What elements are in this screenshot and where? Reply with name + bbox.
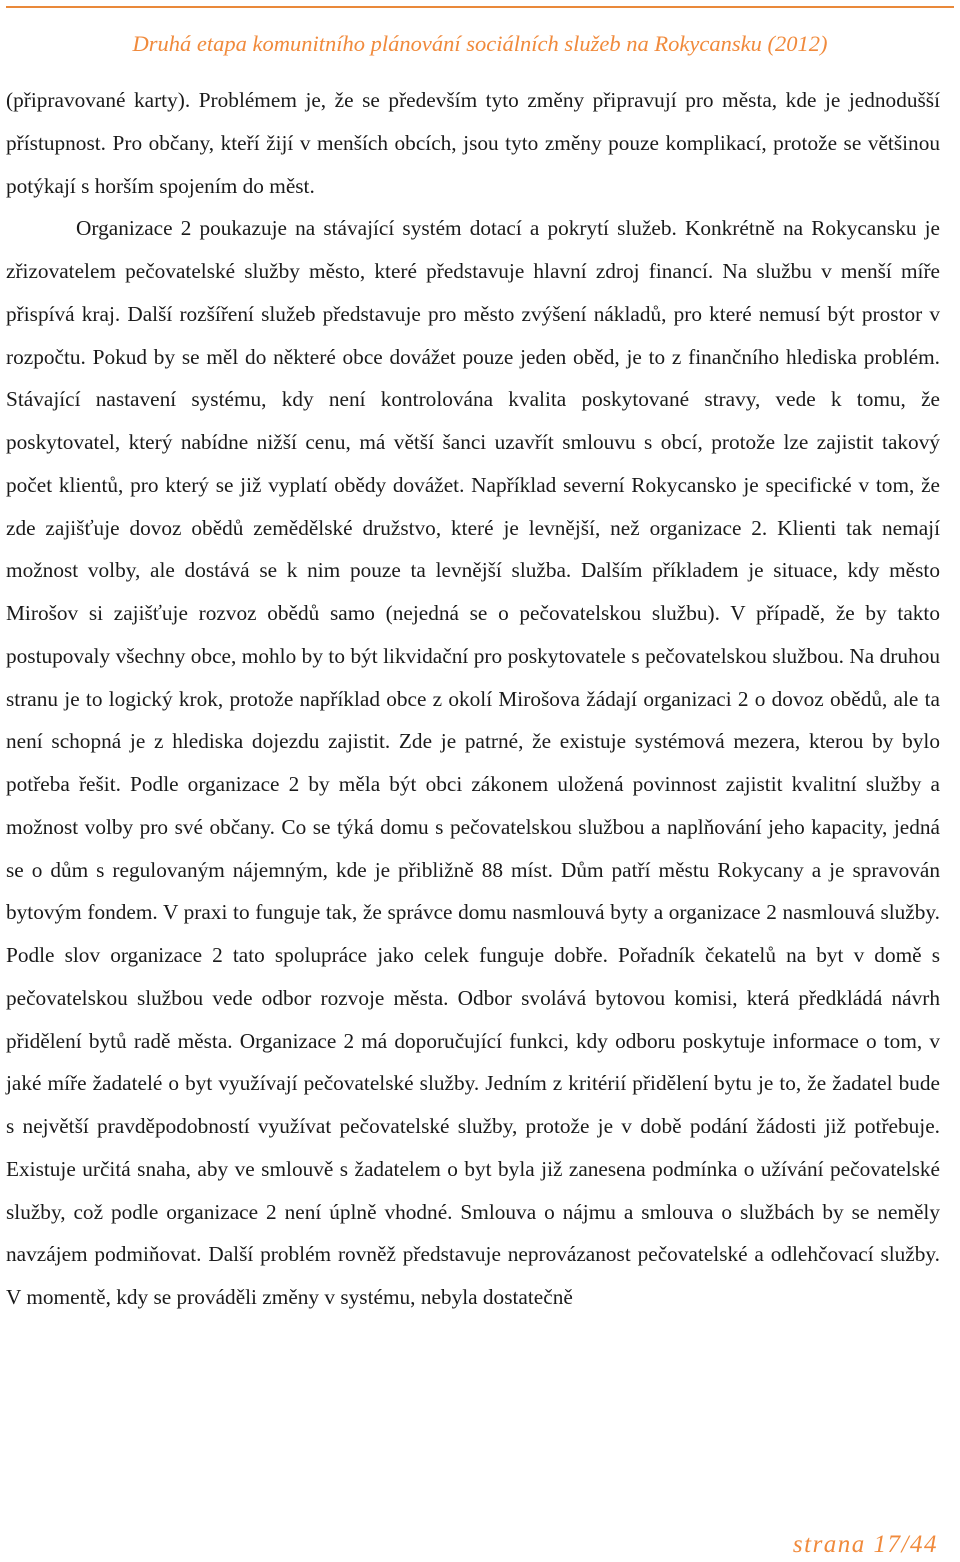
header-rule [6, 6, 954, 8]
paragraph: (připravované karty). Problémem je, že se především tyto změny připravují pro města, kde je jednodušší přístupnost. Pro občany, kteří žijí v menších obcích, jsou tyto změny pouze komplikací, protože se většinou potýkají s horším spojením do měst. [6, 88, 940, 198]
page-header-title: Druhá etapa komunitního plánování sociálních služeb na Rokycansku (2012) [132, 31, 828, 56]
document-body [6, 79, 940, 1319]
paragraph: Organizace 2 poukazuje na stávající systém dotací a pokrytí služeb. Konkrétně na Rokycansku je zřizovatelem pečovatelské služby město, které představuje hlavní zdroj financí. Na službu v menší míře přispívá kraj. Další rozšíření služeb představuje pro město zvýšení nákladů, pro které nemusí být prostor v rozpočtu. Pokud by se měl do některé obce dovážet pouze jeden oběd, je to z finančního hlediska problém. Stávající nastavení systému, kdy není kontrolována kvalita poskytované stravy, vede k tomu, že poskytovatel, který nabídne nižší cenu, má větší šanci uzavřít smlouvu s obcí, protože lze zajistit takový počet klientů, pro který se již vyplatí obědy dovážet. Například severní Rokycansko je specifické v tom, že zde zajišťuje dovoz obědů zemědělské družstvo, které je levnější, než organizace 2. Klienti tak nemají možnost volby, ale dostává se k nim pouze ta levnější služba. Dalším příkladem je situace, kdy město Mirošov si zajišťuje rozvoz obědů samo (nejedná se o pečovatelskou službu). V případě, že by takto postupovaly všechny obce, mohlo by to být likvidační pro poskytovatele s pečovatelskou službou. Na druhou stranu je to logický krok, protože například obce z okolí Mirošova žádají organizaci 2 o dovoz obědů, ale ta není schopná je z hlediska dojezdu zajistit. Zde je patrné, že existuje systémová mezera, kterou by bylo potřeba řešit. Podle organizace 2 by měla být obci zákonem uložená povinnost zajistit kvalitní služby a možnost volby pro své občany. Co se týká domu s pečovatelskou službou a naplňování jeho kapacity, jedná se o dům s regulovaným nájemným, kde je přibližně 88 míst. Dům patří městu Rokycany a je spravován bytovým fondem. V praxi to funguje tak, že správce domu nasmlouvá byty a organizace 2 nasmlouvá služby. Podle slov organizace 2 tato spolupráce jako celek funguje dobře. Pořadník čekatelů na byt v domě s pečovatelskou službou vede odbor rozvoje města. Odbor svolává bytovou komisi, která předkládá návrh přidělení bytů radě města. Organizace 2 má doporučující funkci, kdy odboru poskytuje informace o tom, v jaké míře žadatelé o byt využívají pečovatelské služby. Jedním z kritérií přidělení bytu je to, že žadatel bude s největší pravděpodobností využívat pečovatelské služby, protože je v době podání žádosti již potřebuje. Existuje určitá snaha, aby ve smlouvě s žadatelem o byt byla již zanesena podmínka o užívání pečovatelské služby, což podle organizace 2 není úplně vhodné. Smlouva o nájmu a smlouva o službách by se neměly navzájem podmiňovat. Další problém rovněž představuje neprovázanost pečovatelské a odlehčovací služby. V momentě, kdy se prováděli změny v systému, nebyla dostatečně [6, 216, 940, 1309]
page-number: strana 17/44 [792, 1531, 938, 1558]
